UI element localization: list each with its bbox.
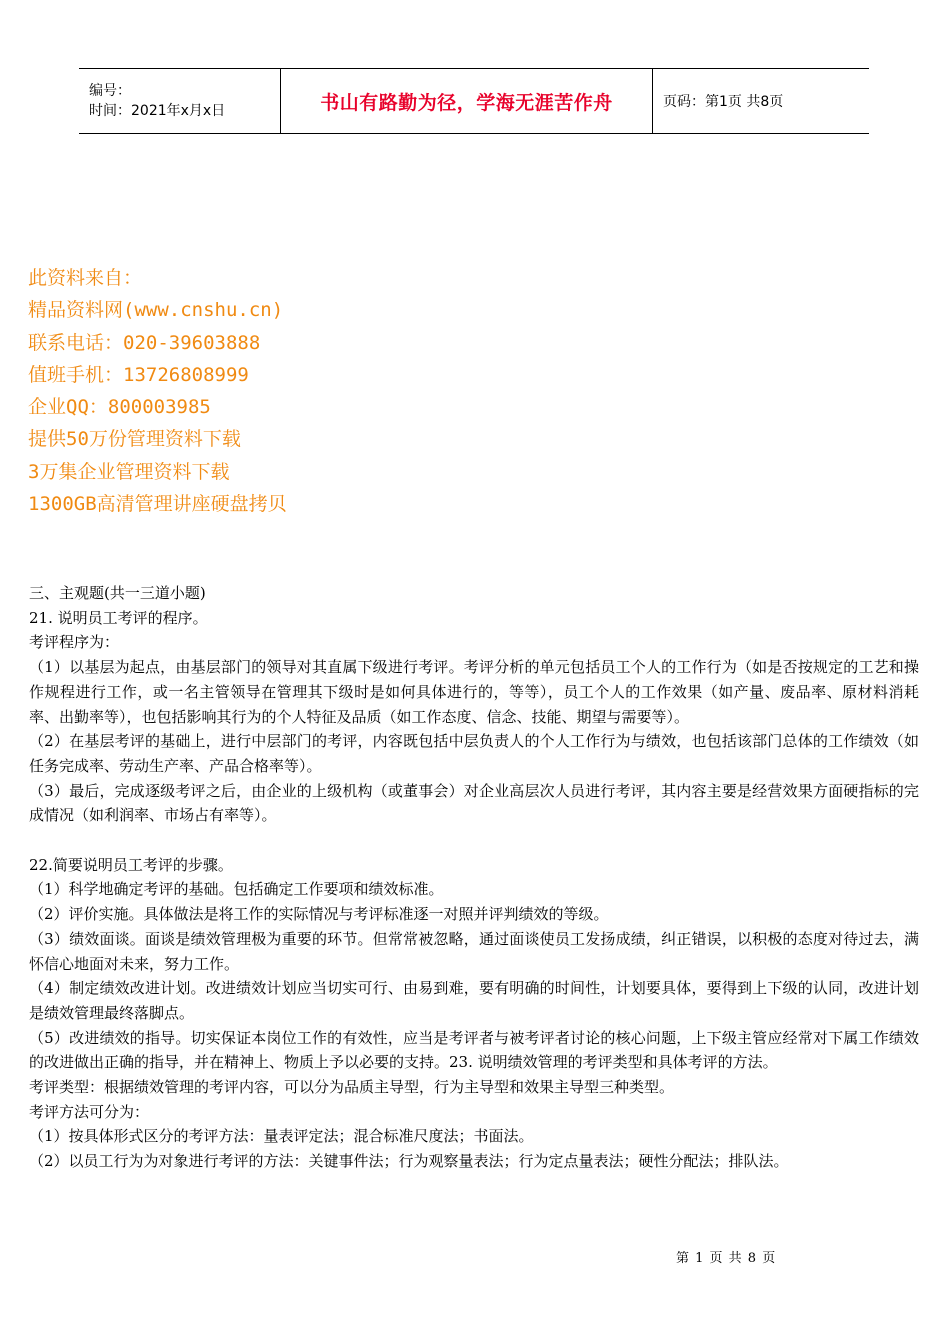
page-code: 页码：第1页 共8页 <box>663 94 784 110</box>
paragraph: 考评类型：根据绩效管理的考评内容，可以分为品质主导型，行为主导型和效果主导型三种类型。 <box>29 1078 675 1097</box>
ad-line: 联系电话：020-39603888 <box>28 331 261 354</box>
paragraph: （3）绩效面谈。面谈是绩效管理极为重要的环节。但常常被忽略，通过面谈使员工发扬成绩，纠正错误，以积极的态度对待过去，满怀信心地面对未来，努力工作。 <box>29 929 919 973</box>
ad-line: 值班手机：13726808999 <box>28 363 249 386</box>
paragraph: （4）制定绩效改进计划。改进绩效计划应当切实可行、由易到难，要有明确的时间性，计划要具体，要得到上下级的认同，改进计划是绩效管理最终落脚点。 <box>29 979 919 1022</box>
header-left-cell <box>79 69 281 133</box>
ad-line: 提供50万份管理资料下载 <box>28 428 241 451</box>
ad-line: 3万集企业管理资料下载 <box>28 460 230 483</box>
paragraph: 考评程序为： <box>29 633 120 652</box>
paragraph: （1）科学地确定考评的基础。包括确定工作要项和绩效标准。 <box>29 880 444 899</box>
paragraph: （2）以员工行为为对象进行考评的方法：关键事件法；行为观察量表法；行为定点量表法；硬性分配法；排队法。 <box>29 1152 789 1171</box>
ad-line: 精品资料网(www.cnshu.cn) <box>28 299 284 322</box>
ad-block <box>28 262 287 520</box>
header-middle-cell <box>281 69 653 133</box>
number-label: 编号： <box>89 83 131 99</box>
header-table <box>79 68 869 134</box>
header-right-cell <box>653 69 869 133</box>
motto: 书山有路勤为径，学海无涯苦作舟 <box>320 91 613 114</box>
spacer <box>29 828 919 853</box>
paragraph: （2）评价实施。具体做法是将工作的实际情况与考评标准逐一对照并评判绩效的等级。 <box>29 905 609 924</box>
ad-line: 企业QQ：800003985 <box>28 396 211 419</box>
page-footer: 第 1 页 共 8 页 <box>676 1251 777 1266</box>
paragraph: （3）最后，完成逐级考评之后，由企业的上级机构（或董事会）对企业高层次人员进行考评，其内容主要是经营效果方面硬指标的完成情况（如利润率、市场占有率等）。 <box>29 781 919 825</box>
question-21: 21. 说明员工考评的程序。 <box>29 608 208 627</box>
paragraph: （2）在基层考评的基础上，进行中层部门的考评，内容既包括中层负责人的个人工作行为与绩效，也包括该部门总体的工作绩效（如任务完成率、劳动生产率、产品合格率等）。 <box>29 732 919 775</box>
paragraph: （5）改进绩效的指导。切实保证本岗位工作的有效性，应当是考评者与被考评者讨论的核心问题，上下级主管应经常对下属工作绩效的改进做出正确的指导，并在精神上、物质上予以必要的支持。23. 说明绩效管理的考评类型和具体考评的方法。 <box>29 1028 919 1072</box>
ad-line: 1300GB高清管理讲座硬盘拷贝 <box>28 493 287 516</box>
paragraph: 考评方法可分为： <box>29 1102 150 1121</box>
section-heading: 三、主观题(共一三道小题) <box>29 584 206 602</box>
question-22: 22.简要说明员工考评的步骤。 <box>29 855 233 874</box>
document-body <box>29 581 919 1174</box>
time-line: 时间：2021年x月x日 <box>89 103 226 119</box>
paragraph: （1）按具体形式区分的考评方法：量表评定法；混合标准尺度法；书面法。 <box>29 1127 534 1146</box>
paragraph: （1）以基层为起点，由基层部门的领导对其直属下级进行考评。考评分析的单元包括员工个人的工作行为（如是否按规定的工艺和操作规程进行工作，或一名主管领导在管理其下级时是如何具体进行的，等等），员工个人的工作效果（如产量、废品率、原材料消耗率、出勤率等），也包括影响其行为的个人特征及品质（如工作态度、信念、技能、期望与需要等）。 <box>29 658 919 726</box>
ad-line: 此资料来自： <box>28 267 143 289</box>
